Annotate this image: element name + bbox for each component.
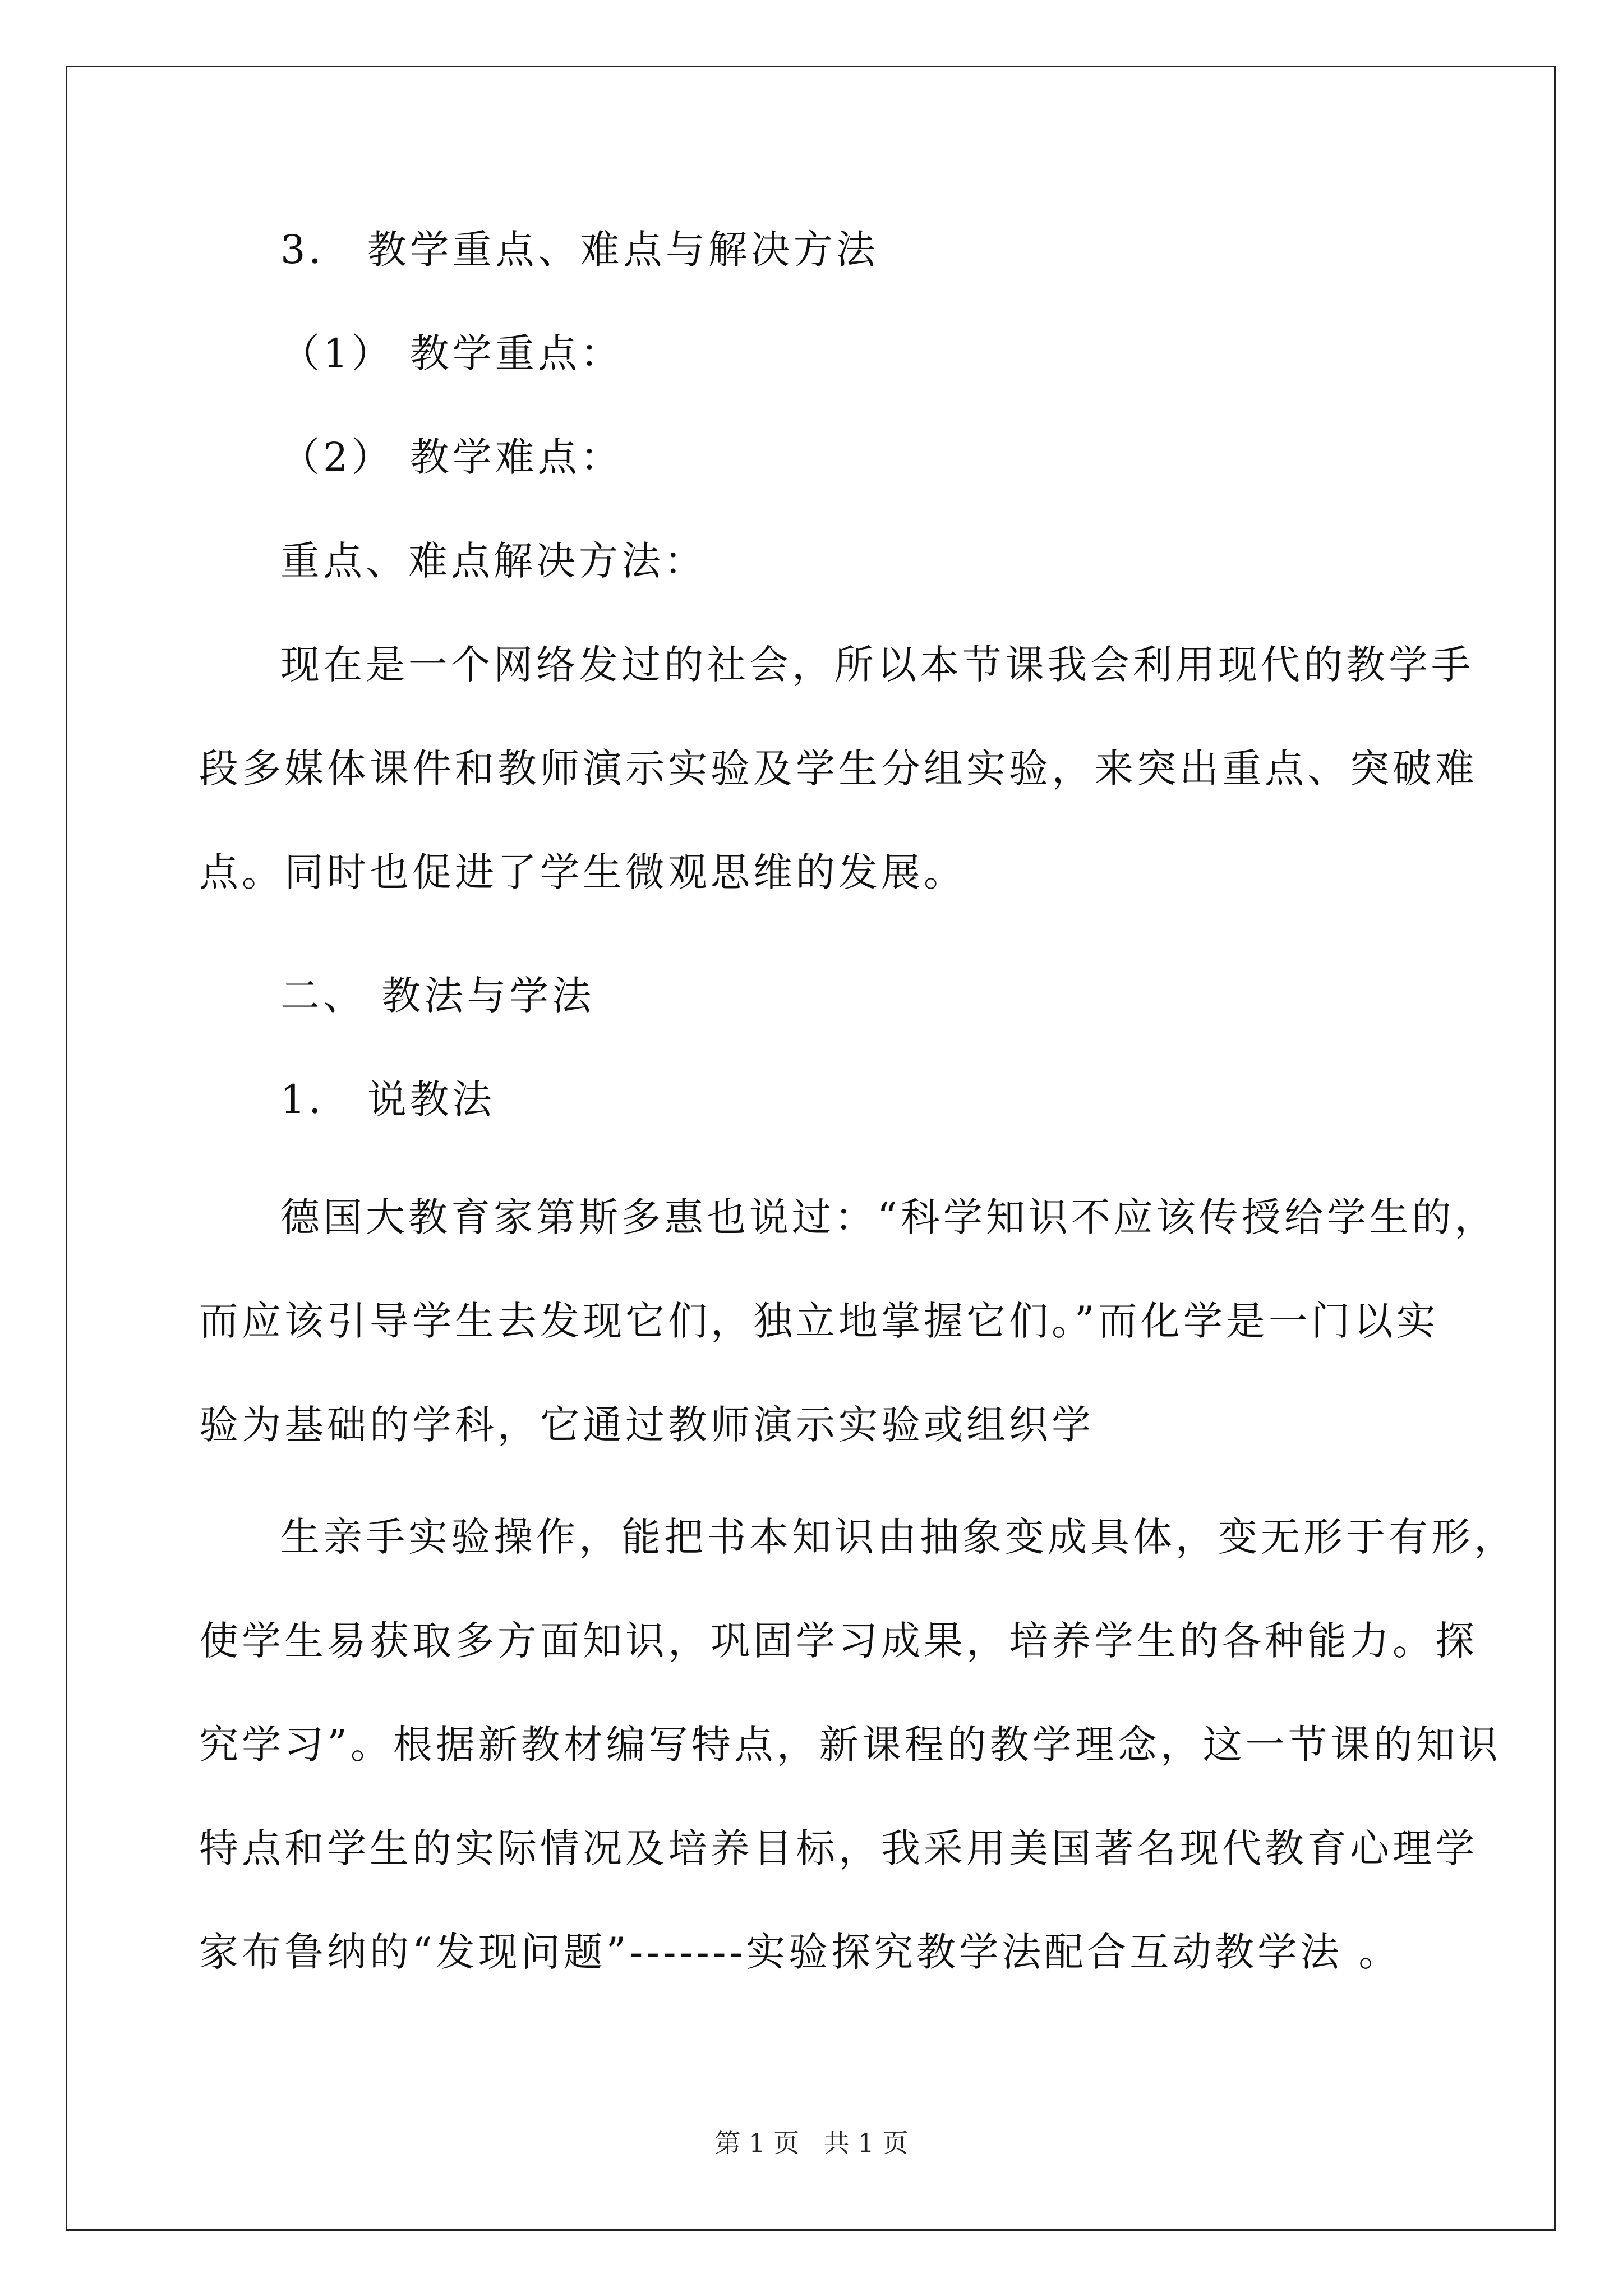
paragraph-3-line-3: 究学习”。根据新教材编写特点，新课程的教学理念，这一节课的知识	[199, 1722, 1501, 1768]
subheading-solutions: 重点、难点解决方法：	[280, 538, 707, 584]
page-border	[66, 66, 1556, 2231]
paragraph-2-line-1: 德国大教育家第斯多惠也说过：“科学知识不应该传授给学生的，	[280, 1194, 1497, 1240]
heading-3: 3． 教学重点、难点与解决方法	[280, 227, 879, 273]
paragraph-3-line-4: 特点和学生的实际情况及培养目标，我采用美国著名现代教育心理学	[199, 1825, 1478, 1871]
paragraph-3-line-2: 使学生易获取多方面知识，巩固学习成果，培养学生的各种能力。探	[199, 1618, 1478, 1664]
paragraph-1-line-3: 点。同时也促进了学生微观思维的发展。	[199, 849, 966, 895]
paragraph-2-line-2: 而应该引导学生去发现它们，独立地掌握它们。”而化学是一门以实	[199, 1298, 1439, 1344]
subheading-difficulties: （2） 教学难点：	[280, 434, 623, 480]
section-heading-2: 二、 教法与学法	[280, 973, 595, 1019]
page-number-footer: 第 1 页 共 1 页	[714, 2128, 909, 2158]
subheading-key-points: （1） 教学重点：	[280, 330, 623, 376]
paragraph-1-line-2: 段多媒体课件和教师演示实验及学生分组实验，来突出重点、突破难	[199, 746, 1478, 792]
subheading-teaching-method: 1． 说教法	[280, 1076, 495, 1122]
paragraph-1-line-1: 现在是一个网络发过的社会，所以本节课我会利用现代的教学手	[280, 642, 1474, 688]
paragraph-2-line-3: 验为基础的学科，它通过教师演示实验或组织学	[199, 1402, 1094, 1448]
paragraph-3-line-1: 生亲手实验操作，能把书本知识由抽象变成具体，变无形于有形，	[280, 1514, 1516, 1560]
paragraph-3-line-5: 家布鲁纳的“发现问题”-------实验探究教学法配合互动教学法 。	[199, 1929, 1401, 1975]
